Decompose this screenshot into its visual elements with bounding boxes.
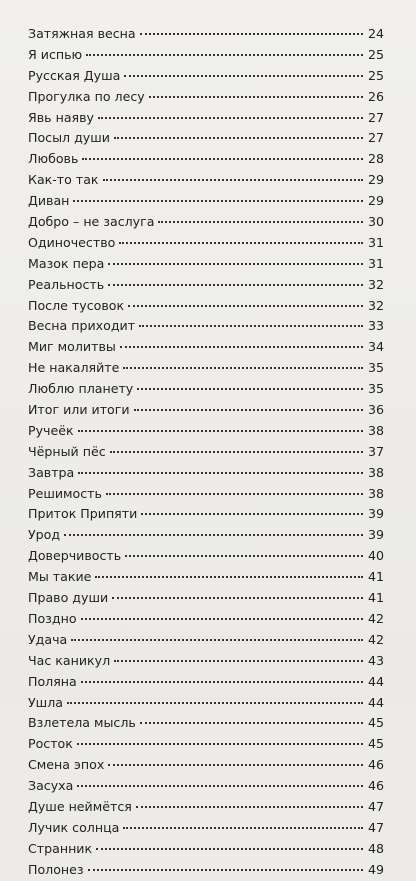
toc-entry-page: 26	[367, 88, 384, 104]
dot-leader	[81, 617, 363, 620]
toc-entry	[28, 233, 384, 254]
toc-entry-title: Завтра	[28, 464, 75, 480]
toc-entry-title: Поляна	[28, 673, 77, 689]
toc-entry-title: Миг молитвы	[28, 339, 116, 355]
dot-leader	[137, 387, 363, 390]
toc-entry-page: 39	[367, 527, 384, 543]
dot-leader	[95, 575, 363, 578]
toc-entry-title: Одиночество	[28, 234, 116, 250]
dot-leader	[139, 324, 363, 327]
toc-entry	[28, 693, 384, 714]
dot-leader	[128, 304, 363, 307]
dot-leader	[140, 721, 363, 724]
toc-entry-title: Право души	[28, 590, 109, 606]
dot-leader	[81, 680, 363, 683]
toc-entry-page: 29	[367, 193, 384, 209]
toc-entry-title: После тусовок	[28, 297, 125, 313]
toc-entry-page: 31	[367, 255, 384, 271]
toc-entry-page: 27	[367, 130, 384, 146]
dot-leader	[110, 450, 363, 453]
toc-entry-title: Посыл души	[28, 130, 110, 146]
toc-entry	[28, 860, 384, 881]
dot-leader	[64, 533, 363, 536]
toc-entry	[28, 755, 384, 776]
toc-entry-page: 42	[367, 610, 384, 626]
dot-leader	[141, 512, 363, 515]
dot-leader	[71, 638, 363, 641]
toc-entry-title: Диван	[28, 193, 70, 209]
toc-entry	[28, 651, 384, 672]
dot-leader	[149, 95, 363, 98]
toc-entry	[28, 191, 384, 212]
toc-entry	[28, 254, 384, 275]
toc-entry-page: 25	[367, 46, 384, 62]
toc-entry	[28, 630, 384, 651]
dot-leader	[112, 596, 363, 599]
dot-leader	[103, 178, 363, 181]
toc-entry-title: Странник	[28, 840, 93, 856]
dot-leader	[124, 74, 363, 77]
toc-entry-title: Русская Душа	[28, 67, 121, 83]
dot-leader	[96, 847, 363, 850]
toc-entry-title: Прогулка по лесу	[28, 88, 145, 104]
dot-leader	[158, 220, 363, 223]
toc-entry-page: 44	[367, 673, 384, 689]
toc-entry-page: 29	[367, 172, 384, 188]
toc-entry-page: 45	[367, 736, 384, 752]
toc-entry-page: 49	[367, 861, 384, 877]
toc-entry-title: Явь наяву	[28, 109, 95, 125]
toc-entry-title: Весна приходит	[28, 318, 136, 334]
toc-entry-title: Добро – не заслуга	[28, 214, 155, 230]
dot-leader	[108, 763, 363, 766]
toc-entry-page: 39	[367, 506, 384, 522]
dot-leader	[108, 262, 363, 265]
toc-entry-page: 36	[367, 402, 384, 418]
toc-entry-title: Взлетела мысль	[28, 715, 136, 731]
toc-entry-page: 27	[367, 109, 384, 125]
toc-entry-title: Итог или итоги	[28, 402, 130, 418]
toc-entry	[28, 567, 384, 588]
toc-entry	[28, 797, 384, 818]
toc-entry	[28, 108, 384, 129]
dot-leader	[140, 32, 363, 35]
toc-entry-page: 33	[367, 318, 384, 334]
toc-entry	[28, 546, 384, 567]
toc-entry-page: 40	[367, 548, 384, 564]
toc-entry	[28, 442, 384, 463]
dot-leader	[120, 345, 363, 348]
toc-entry-page: 45	[367, 715, 384, 731]
dot-leader	[78, 429, 363, 432]
toc-entry-page: 38	[367, 464, 384, 480]
toc-entry-page: 31	[367, 234, 384, 250]
toc-entry-page: 34	[367, 339, 384, 355]
dot-leader	[98, 116, 363, 119]
toc-entry	[28, 212, 384, 233]
toc-entry	[28, 66, 384, 87]
toc-entry	[28, 45, 384, 66]
toc-entry-page: 46	[367, 778, 384, 794]
toc-entry	[28, 672, 384, 693]
toc-entry-title: Как-то так	[28, 172, 99, 188]
toc-entry-page: 43	[367, 652, 384, 668]
dot-leader	[108, 283, 363, 286]
toc-entry-page: 46	[367, 757, 384, 773]
dot-leader	[82, 157, 363, 160]
toc-entry-page: 48	[367, 840, 384, 856]
toc-entry-title: Ручеёк	[28, 422, 74, 438]
toc-entry-title: Урод	[28, 527, 61, 543]
toc-entry	[28, 24, 384, 45]
toc-entry-title: Мазок пера	[28, 255, 105, 271]
toc-entry-page: 37	[367, 443, 384, 459]
toc-entry-title: Чёрный пёс	[28, 443, 106, 459]
toc-entry-page: 35	[367, 360, 384, 376]
toc-entry-title: Душе неймётся	[28, 798, 132, 814]
toc-entry-title: Засуха	[28, 778, 74, 794]
toc-entry	[28, 87, 384, 108]
dot-leader	[88, 868, 363, 871]
toc-entry	[28, 421, 384, 442]
toc-entry-page: 32	[367, 297, 384, 313]
toc-entry-page: 38	[367, 485, 384, 501]
toc-entry-title: Я испью	[28, 46, 83, 62]
toc-entry-page: 30	[367, 214, 384, 230]
toc-entry	[28, 149, 384, 170]
toc-entry-page: 41	[367, 569, 384, 585]
toc-entry-title: Люблю планету	[28, 381, 134, 397]
toc-entry-title: Смена эпох	[28, 757, 105, 773]
dot-leader	[77, 742, 363, 745]
dot-leader	[78, 471, 363, 474]
toc-entry	[28, 358, 384, 379]
toc-entry	[28, 713, 384, 734]
toc-entry-page: 44	[367, 694, 384, 710]
toc-entry	[28, 128, 384, 149]
toc-entry-title: Мы такие	[28, 569, 92, 585]
toc-entry-title: Реальность	[28, 276, 105, 292]
dot-leader	[123, 826, 363, 829]
toc-entry	[28, 275, 384, 296]
dot-leader	[114, 659, 363, 662]
toc-entry	[28, 296, 384, 317]
dot-leader	[136, 805, 363, 808]
toc-entry-page: 42	[367, 631, 384, 647]
toc-entry-page: 47	[367, 798, 384, 814]
toc-entry	[28, 463, 384, 484]
toc-entry-page: 32	[367, 276, 384, 292]
dot-leader	[125, 554, 363, 557]
toc-entry	[28, 609, 384, 630]
toc-entry-title: Лучик солнца	[28, 819, 120, 835]
dot-leader	[86, 53, 363, 56]
toc-entry-title: Решимость	[28, 485, 102, 501]
toc-entry-title: Ушла	[28, 694, 63, 710]
dot-leader	[77, 784, 363, 787]
toc-entry	[28, 400, 384, 421]
toc-entry	[28, 316, 384, 337]
toc-entry	[28, 588, 384, 609]
toc-entry	[28, 504, 384, 525]
toc-entry-title: Приток Припяти	[28, 506, 138, 522]
toc-entry	[28, 337, 384, 358]
toc-entry-page: 24	[367, 26, 384, 41]
dot-leader	[114, 136, 363, 139]
dot-leader	[106, 492, 363, 495]
dot-leader	[123, 366, 363, 369]
table-of-contents	[28, 24, 384, 881]
toc-entry-page: 25	[367, 67, 384, 83]
toc-entry-page: 38	[367, 422, 384, 438]
toc-entry-title: Доверчивость	[28, 548, 122, 564]
toc-entry	[28, 818, 384, 839]
toc-entry-page: 35	[367, 381, 384, 397]
toc-entry-title: Затяжная весна	[28, 26, 136, 41]
dot-leader	[119, 241, 363, 244]
toc-entry-title: Час каникул	[28, 652, 111, 668]
toc-entry-title: Удача	[28, 631, 68, 647]
dot-leader	[73, 199, 363, 202]
toc-entry-title: Любовь	[28, 151, 79, 167]
toc-entry-page: 28	[367, 151, 384, 167]
toc-entry	[28, 776, 384, 797]
toc-entry-title: Росток	[28, 736, 73, 752]
toc-entry	[28, 379, 384, 400]
toc-entry-page: 47	[367, 819, 384, 835]
toc-entry-title: Не накаляйте	[28, 360, 120, 376]
toc-entry	[28, 484, 384, 505]
toc-entry	[28, 525, 384, 546]
dot-leader	[134, 408, 363, 411]
toc-entry-title: Полонез	[28, 861, 84, 877]
toc-entry	[28, 734, 384, 755]
toc-entry-page: 41	[367, 590, 384, 606]
toc-entry	[28, 839, 384, 860]
toc-entry	[28, 170, 384, 191]
toc-entry-title: Поздно	[28, 610, 77, 626]
